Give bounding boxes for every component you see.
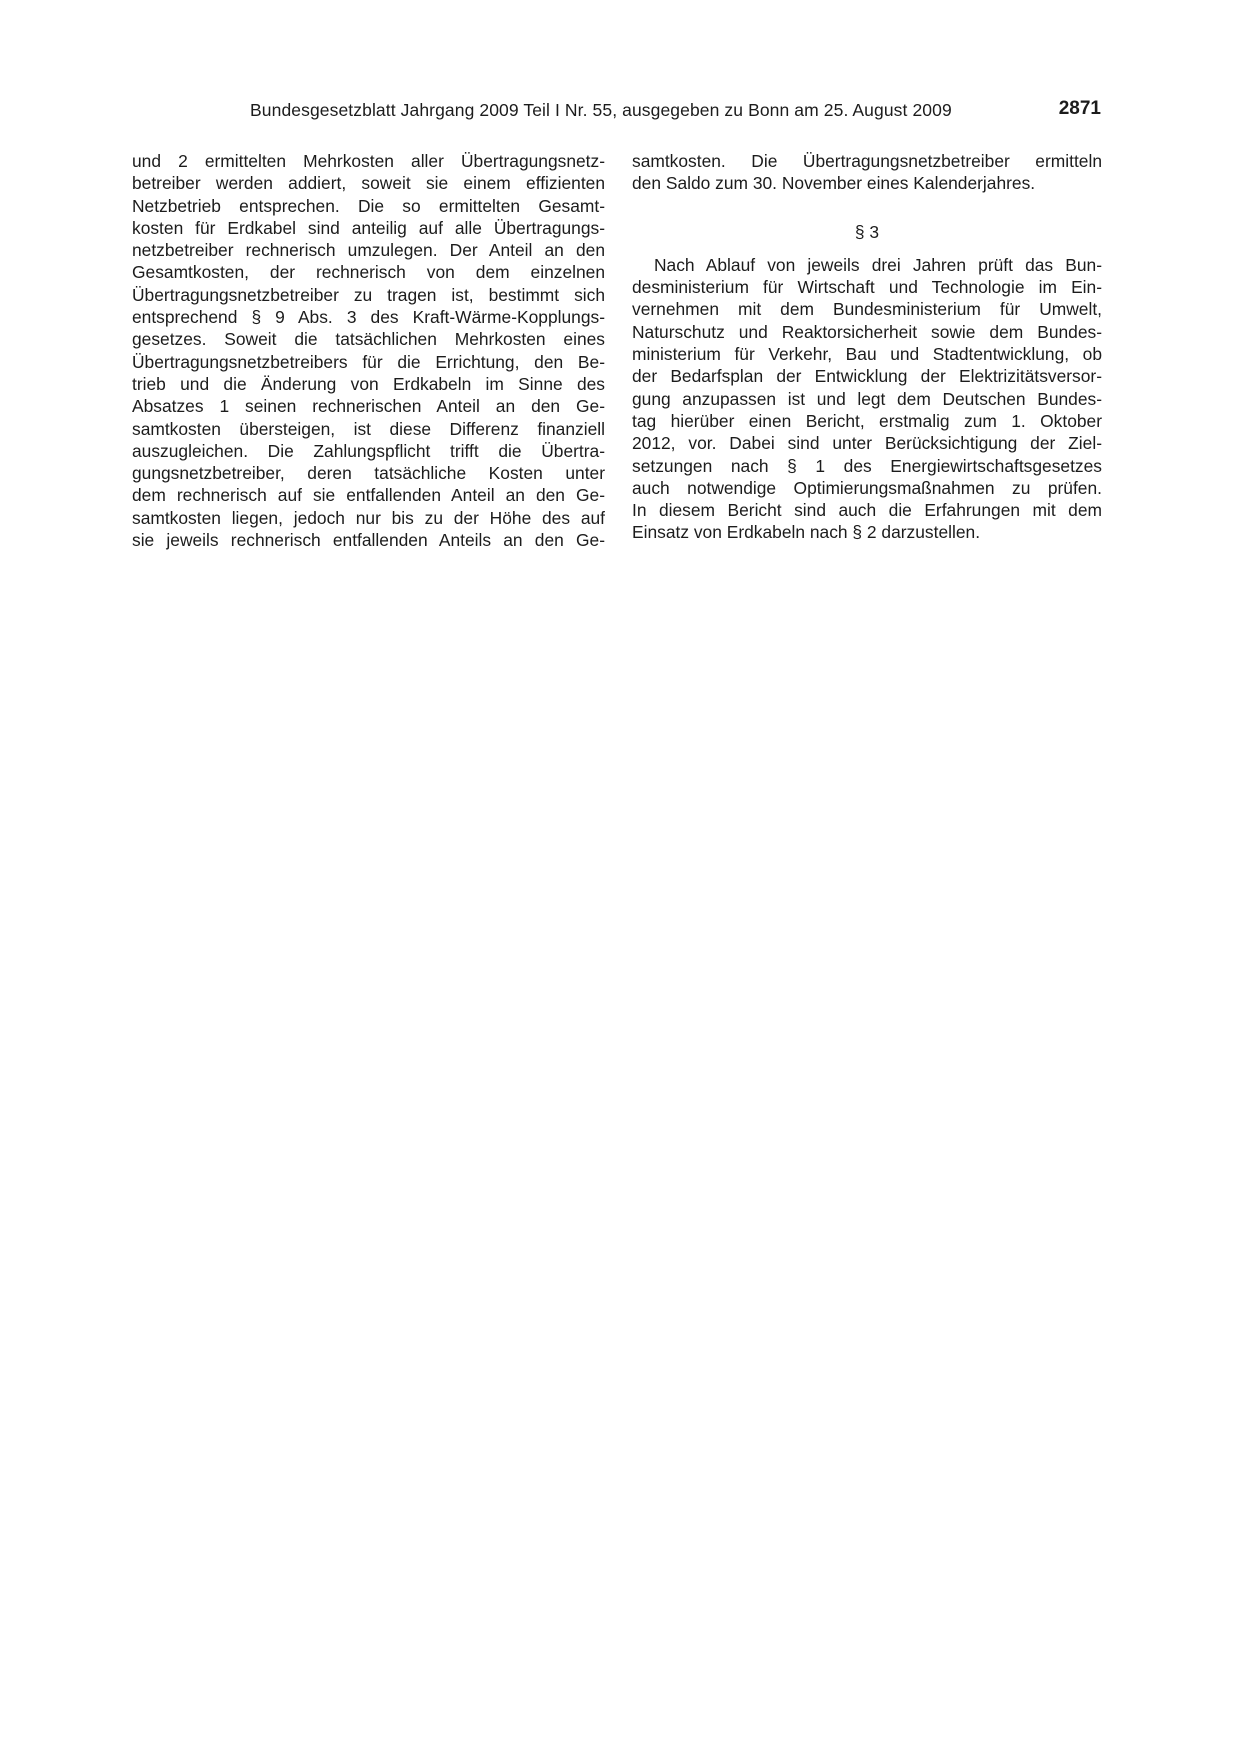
text-line: setzungen nach § 1 des Energiewirtschaftsgesetzes — [632, 455, 1102, 476]
text-line: tag hierüber einen Bericht, erstmalig zum 1. Oktober — [632, 410, 1102, 431]
text-line: gungsnetzbetreiber, deren tatsächliche Kosten unter — [132, 463, 605, 484]
text-line: der Bedarfsplan der Entwicklung der Elektrizitätsversor- — [632, 366, 1102, 387]
text-line: Übertragungsnetzbetreiber zu tragen ist, bestimmt sich — [132, 284, 605, 305]
text-line: trieb und die Änderung von Erdkabeln im Sinne des — [132, 373, 605, 394]
text-line: dem rechnerisch auf sie entfallenden Anteil an den Ge- — [132, 485, 605, 506]
text-line: und 2 ermittelten Mehrkosten aller Übertragungsnetz- — [132, 151, 605, 171]
text-line: In diesem Bericht sind auch die Erfahrungen mit dem — [632, 500, 1102, 521]
text-line: den Saldo zum 30. November eines Kalenderjahres. — [632, 173, 1036, 194]
text-line: sie jeweils rechnerisch entfallenden Anteils an den Ge- — [132, 530, 605, 551]
running-header-title: Bundesgesetzblatt Jahrgang 2009 Teil I Nr. 55, ausgegeben zu Bonn am 25. August 2009 — [250, 100, 952, 120]
text-line: netzbetreiber rechnerisch umzulegen. Der Anteil an den — [132, 240, 605, 261]
text-line: samtkosten übersteigen, ist diese Differenz finanziell — [132, 418, 605, 439]
text-line: Absatzes 1 seinen rechnerischen Anteil an den Ge- — [132, 396, 605, 417]
text-line: samtkosten. Die Übertragungsnetzbetreiber ermitteln — [632, 151, 1102, 171]
left-text-column — [132, 150, 605, 551]
text-line: betreiber werden addiert, soweit sie einem effizienten — [132, 173, 605, 194]
section-heading: § 3 — [854, 221, 880, 242]
page-number: 2871 — [1058, 98, 1101, 119]
text-line: gung anzupassen ist und legt dem Deutschen Bundes- — [632, 388, 1102, 409]
text-line: Netzbetrieb entsprechen. Die so ermittelten Gesamt- — [132, 195, 605, 216]
text-line: auszugleichen. Die Zahlungspflicht trifft die Übertra- — [132, 440, 605, 461]
text-line: 2012, vor. Dabei sind unter Berücksichtigung der Ziel- — [632, 433, 1102, 454]
text-line: Gesamtkosten, der rechnerisch von dem einzelnen — [132, 262, 605, 283]
text-line: Einsatz von Erdkabeln nach § 2 darzustellen. — [632, 522, 981, 543]
text-line: ministerium für Verkehr, Bau und Stadtentwicklung, ob — [632, 344, 1102, 365]
text-line: auch notwendige Optimierungsmaßnahmen zu prüfen. — [632, 477, 1102, 498]
text-line: entsprechend § 9 Abs. 3 des Kraft-Wärme-Kopplungs- — [132, 307, 605, 328]
right-text-column — [632, 150, 1102, 544]
text-line: gesetzes. Soweit die tatsächlichen Mehrkosten eines — [132, 329, 605, 350]
text-line: kosten für Erdkabel sind anteilig auf alle Übertragungs- — [132, 217, 605, 238]
text-line: Nach Ablauf von jeweils drei Jahren prüft das Bun- — [654, 254, 1102, 275]
text-line: vernehmen mit dem Bundesministerium für Umwelt, — [632, 299, 1102, 320]
text-line: Übertragungsnetzbetreibers für die Errichtung, den Be- — [132, 351, 605, 372]
text-line: desministerium für Wirtschaft und Technologie im Ein- — [632, 277, 1102, 298]
text-line: Naturschutz und Reaktorsicherheit sowie dem Bundes- — [632, 321, 1102, 342]
text-line: samtkosten liegen, jedoch nur bis zu der Höhe des auf — [132, 507, 605, 528]
